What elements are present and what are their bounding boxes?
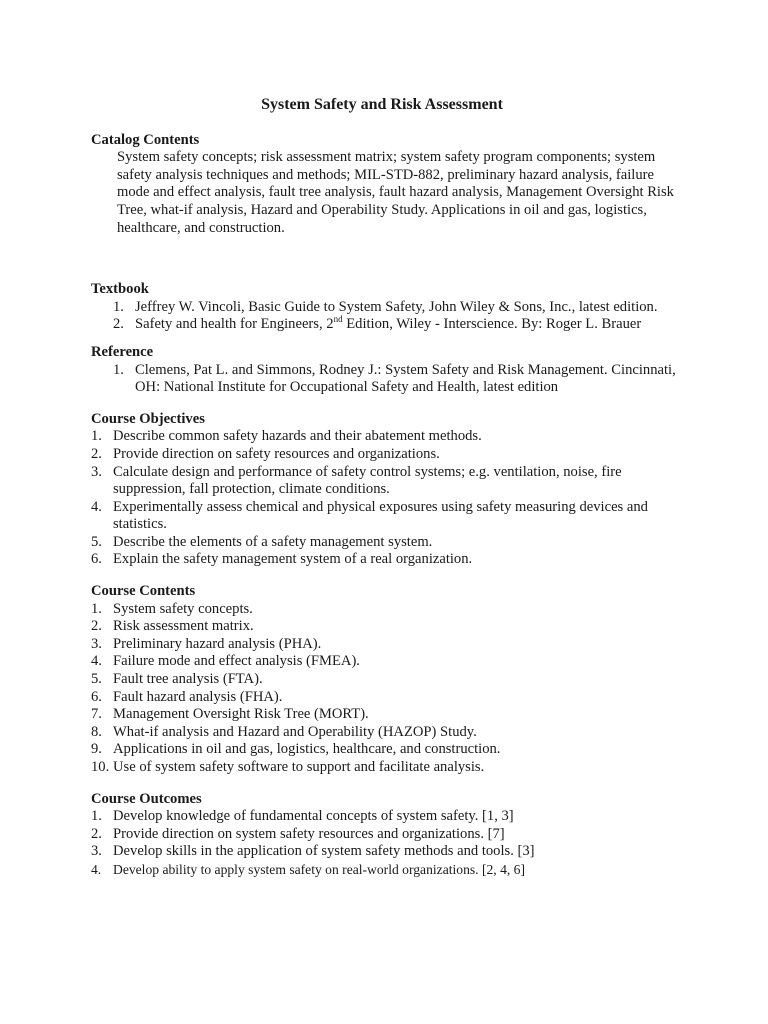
superscript: nd xyxy=(333,314,343,325)
list-number: 9. xyxy=(91,741,102,758)
reference-text: Clemens, Pat L. and Simmons, Rodney J.: System Safety and Risk Management. Cincinnati, OH: National Institute for Occupational Safety and Health, latest edition xyxy=(135,361,676,396)
list-number: 2. xyxy=(91,445,102,462)
outcome-text: Develop knowledge of fundamental concepts of system safety. [1, 3] xyxy=(113,808,514,825)
textbook-text-post: Edition, Wiley - Interscience. By: Roger L. Brauer xyxy=(342,316,642,333)
content-text: Failure mode and effect analysis (FMEA). xyxy=(113,653,360,670)
outcomes-list xyxy=(91,808,681,878)
objective-text: Describe the elements of a safety management system. xyxy=(113,533,433,550)
content-text: Preliminary hazard analysis (PHA). xyxy=(113,635,322,652)
content-text: Use of system safety software to support and facilitate analysis. xyxy=(113,759,485,775)
content-text: System safety concepts. xyxy=(113,600,253,617)
list-number: 1. xyxy=(113,361,124,378)
objective-item xyxy=(91,551,681,569)
outcome-text: Develop skills in the application of system safety methods and tools. [3] xyxy=(113,843,535,860)
objective-text: Describe common safety hazards and their abatement methods. xyxy=(113,428,482,445)
catalog-heading: Catalog Contents xyxy=(91,131,200,148)
list-number: 5. xyxy=(91,671,102,688)
catalog-body: System safety concepts; risk assessment matrix; system safety program components; system safety analysis techniques and methods; MIL-STD-882, preliminary hazard analysis, failure mode and effect analysis, fault tree analysis, fault hazard analysis, Management Oversight Risk Tree, what-if analysis, Hazard and Operability Study. Applications in oil and gas, logistics, healthcare, and construction. xyxy=(117,149,674,236)
list-number: 2. xyxy=(91,618,102,635)
outcome-item xyxy=(91,808,681,826)
list-number: 3. xyxy=(91,635,102,652)
reference-list xyxy=(91,362,681,397)
list-number: 1. xyxy=(91,600,102,617)
list-number: 4. xyxy=(91,653,102,670)
textbook-item xyxy=(113,314,681,334)
list-number: 3. xyxy=(91,463,102,480)
list-number: 1. xyxy=(91,428,102,445)
content-item xyxy=(91,600,681,619)
textbook-item xyxy=(113,298,681,317)
contents-section xyxy=(91,583,681,777)
document-title: System Safety and Risk Assessment xyxy=(261,96,503,113)
objectives-heading: Course Objectives xyxy=(91,410,205,427)
objective-item xyxy=(91,498,681,534)
list-number: 4. xyxy=(91,861,102,877)
list-number: 6. xyxy=(91,688,102,705)
outcome-text: Provide direction on system safety resources and organizations. [7] xyxy=(113,825,505,842)
content-item xyxy=(91,653,681,671)
content-item xyxy=(91,759,681,777)
textbook-heading: Textbook xyxy=(91,281,149,298)
list-number: 1. xyxy=(91,808,102,825)
textbook-text: Jeffrey W. Vincoli, Basic Guide to System Safety, John Wiley & Sons, Inc., latest edition. xyxy=(135,298,658,315)
list-number: 3. xyxy=(91,843,102,860)
outcomes-heading: Course Outcomes xyxy=(91,790,202,807)
catalog-section xyxy=(91,132,681,238)
content-item xyxy=(91,688,681,707)
content-item xyxy=(91,635,681,654)
textbook-list xyxy=(91,299,681,334)
objective-item xyxy=(91,463,681,499)
reference-item xyxy=(113,361,681,397)
objectives-list xyxy=(91,428,681,569)
content-text: Fault hazard analysis (FHA). xyxy=(113,688,283,705)
list-number: 5. xyxy=(91,533,102,550)
outcome-item xyxy=(91,825,681,844)
list-number: 6. xyxy=(91,551,102,568)
objective-item xyxy=(91,428,681,446)
content-item xyxy=(91,618,681,636)
list-number: 2. xyxy=(91,825,102,842)
content-item xyxy=(91,671,681,689)
content-text: Management Oversight Risk Tree (MORT). xyxy=(113,706,369,723)
objective-text: Explain the safety management system of a real organization. xyxy=(113,551,473,568)
content-text: What-if analysis and Hazard and Operability (HAZOP) Study. xyxy=(113,723,477,740)
content-text: Fault tree analysis (FTA). xyxy=(113,671,263,688)
objective-text: Calculate design and performance of safety control systems; e.g. ventilation, noise, fire suppression, fall protection, climate conditions. xyxy=(113,463,622,498)
content-text: Risk assessment matrix. xyxy=(113,618,254,635)
textbook-section xyxy=(91,281,681,334)
list-number: 10. xyxy=(91,759,110,775)
contents-list xyxy=(91,601,681,777)
objective-text: Provide direction on safety resources and organizations. xyxy=(113,445,440,462)
spacer xyxy=(91,569,681,583)
content-item xyxy=(91,706,681,724)
spacer xyxy=(91,777,681,791)
objective-item xyxy=(91,533,681,552)
spacer xyxy=(91,237,681,281)
list-number: 2. xyxy=(113,316,124,333)
spacer xyxy=(91,334,681,344)
objective-text: Experimentally assess chemical and physical exposures using safety measuring devices and statistics. xyxy=(113,498,648,533)
content-item xyxy=(91,723,681,742)
objective-item xyxy=(91,445,681,464)
spacer xyxy=(91,397,681,411)
list-number: 8. xyxy=(91,723,102,740)
outcome-item xyxy=(91,861,681,879)
outcomes-section xyxy=(91,791,681,879)
contents-heading: Course Contents xyxy=(91,583,196,600)
reference-section xyxy=(91,344,681,397)
document-page xyxy=(91,96,681,879)
list-number: 4. xyxy=(91,498,102,515)
objectives-section xyxy=(91,411,681,569)
content-item xyxy=(91,741,681,759)
reference-heading: Reference xyxy=(91,343,154,360)
list-number: 7. xyxy=(91,706,102,723)
outcome-item xyxy=(91,843,681,861)
content-text: Applications in oil and gas, logistics, healthcare, and construction. xyxy=(113,741,501,758)
outcome-text: Develop ability to apply system safety on real-world organizations. [2, 4, 6] xyxy=(113,861,525,877)
textbook-text-pre: Safety and health for Engineers, 2 xyxy=(135,316,334,333)
list-number: 1. xyxy=(113,298,124,315)
